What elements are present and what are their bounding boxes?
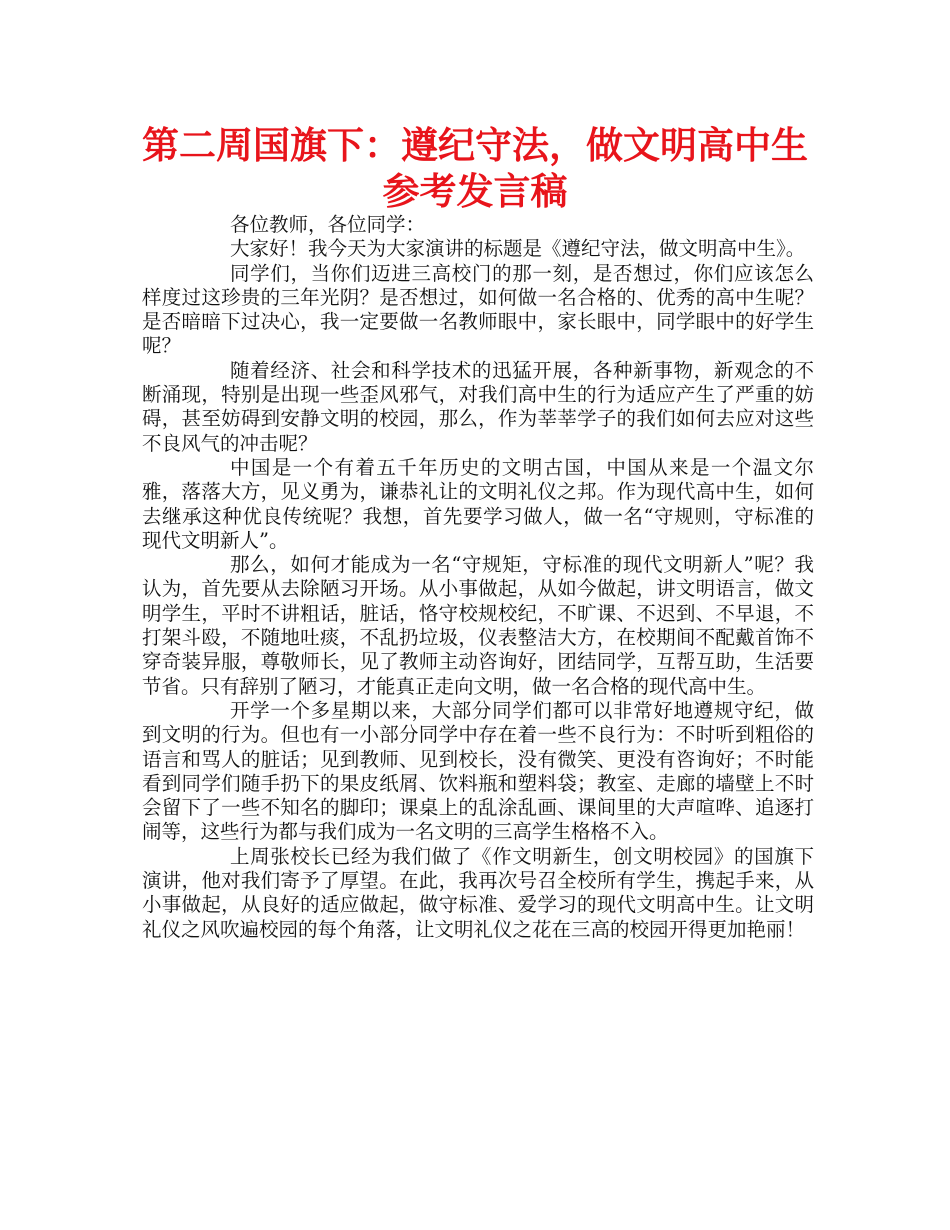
body-paragraph: 随着经济、社会和科学技术的迅猛开展，各种新事物，新观念的不断涌现，特别是出现一些歪风邪气，对我们高中生的行为适应产生了严重的妨碍，甚至妨碍到安静文明的校园，那么，作为莘莘学子的我们如何去应对这些不良风气的冲击呢？ <box>142 358 814 455</box>
closing-paragraph: 上周张校长已经为我们做了《作文明新生，创文明校园》的国旗下演讲，他对我们寄予了厚望。在此，我再次号召全校所有学生，携起手来，从小事做起，从良好的适应做起，做守标准、爱学习的现代文明高中生。让文明礼仪之风吹遍校园的每个角落，让文明礼仪之花在三高的校园开得更加艳丽！ <box>142 844 814 941</box>
greeting-paragraph: 大家好！我今天为大家演讲的标题是《遵纪守法，做文明高中生》。 <box>230 237 806 261</box>
body-paragraph: 同学们，当你们迈进三高校门的那一刻，是否想过，你们应该怎么样度过这珍贵的三年光阴？是否想过，如何做一名合格的、优秀的高中生呢？是否暗暗下过决心，我一定要做一名教师眼中，家长眼中，同学眼中的好学生呢？ <box>142 261 814 358</box>
body-paragraph: 中国是一个有着五千年历史的文明古国，中国从来是一个温文尔雅，落落大方，见义勇为，谦恭礼让的文明礼仪之邦。作为现代高中生，如何去继承这种优良传统呢？我想，首先要学习做人，做一名“守规则，守标准的现代文明新人”。 <box>142 455 814 552</box>
salutation-paragraph: 各位教师，各位同学： <box>230 213 426 236</box>
document-subtitle: 参考发言稿 <box>382 170 568 213</box>
document-body <box>142 213 814 942</box>
body-paragraph: 那么，如何才能成为一名“守规矩，守标准的现代文明新人”呢？我认为，首先要从去除陋习开场。从小事做起，从如今做起，讲文明语言，做文明学生，平时不讲粗话，脏话，恪守校规校纪，不旷课、不迟到、不早退，不打架斗殴，不随地吐痰，不乱扔垃圾，仪表整洁大方，在校期间不配戴首饰不穿奇装异服，尊敬师长，见了教师主动咨询好，团结同学，互帮互助，生活要节省。只有辞别了陋习，才能真正走向文明，做一名合格的现代高中生。 <box>142 553 814 698</box>
body-paragraph: 开学一个多星期以来，大部分同学们都可以非常好地遵规守纪，做到文明的行为。但也有一小部分同学中存在着一些不良行为：不时听到粗俗的语言和骂人的脏话；见到教师、见到校长，没有微笑、更没有咨询好；不时能看到同学们随手扔下的果皮纸屑、饮料瓶和塑料袋；教室、走廊的墙壁上不时会留下了一些不知名的脚印；课桌上的乱涂乱画、课间里的大声喧哗、追逐打闹等，这些行为都与我们成为一名文明的三高学生格格不入。 <box>142 698 814 844</box>
document-title: 第二周国旗下：遵纪守法，做文明高中生 <box>142 124 808 167</box>
